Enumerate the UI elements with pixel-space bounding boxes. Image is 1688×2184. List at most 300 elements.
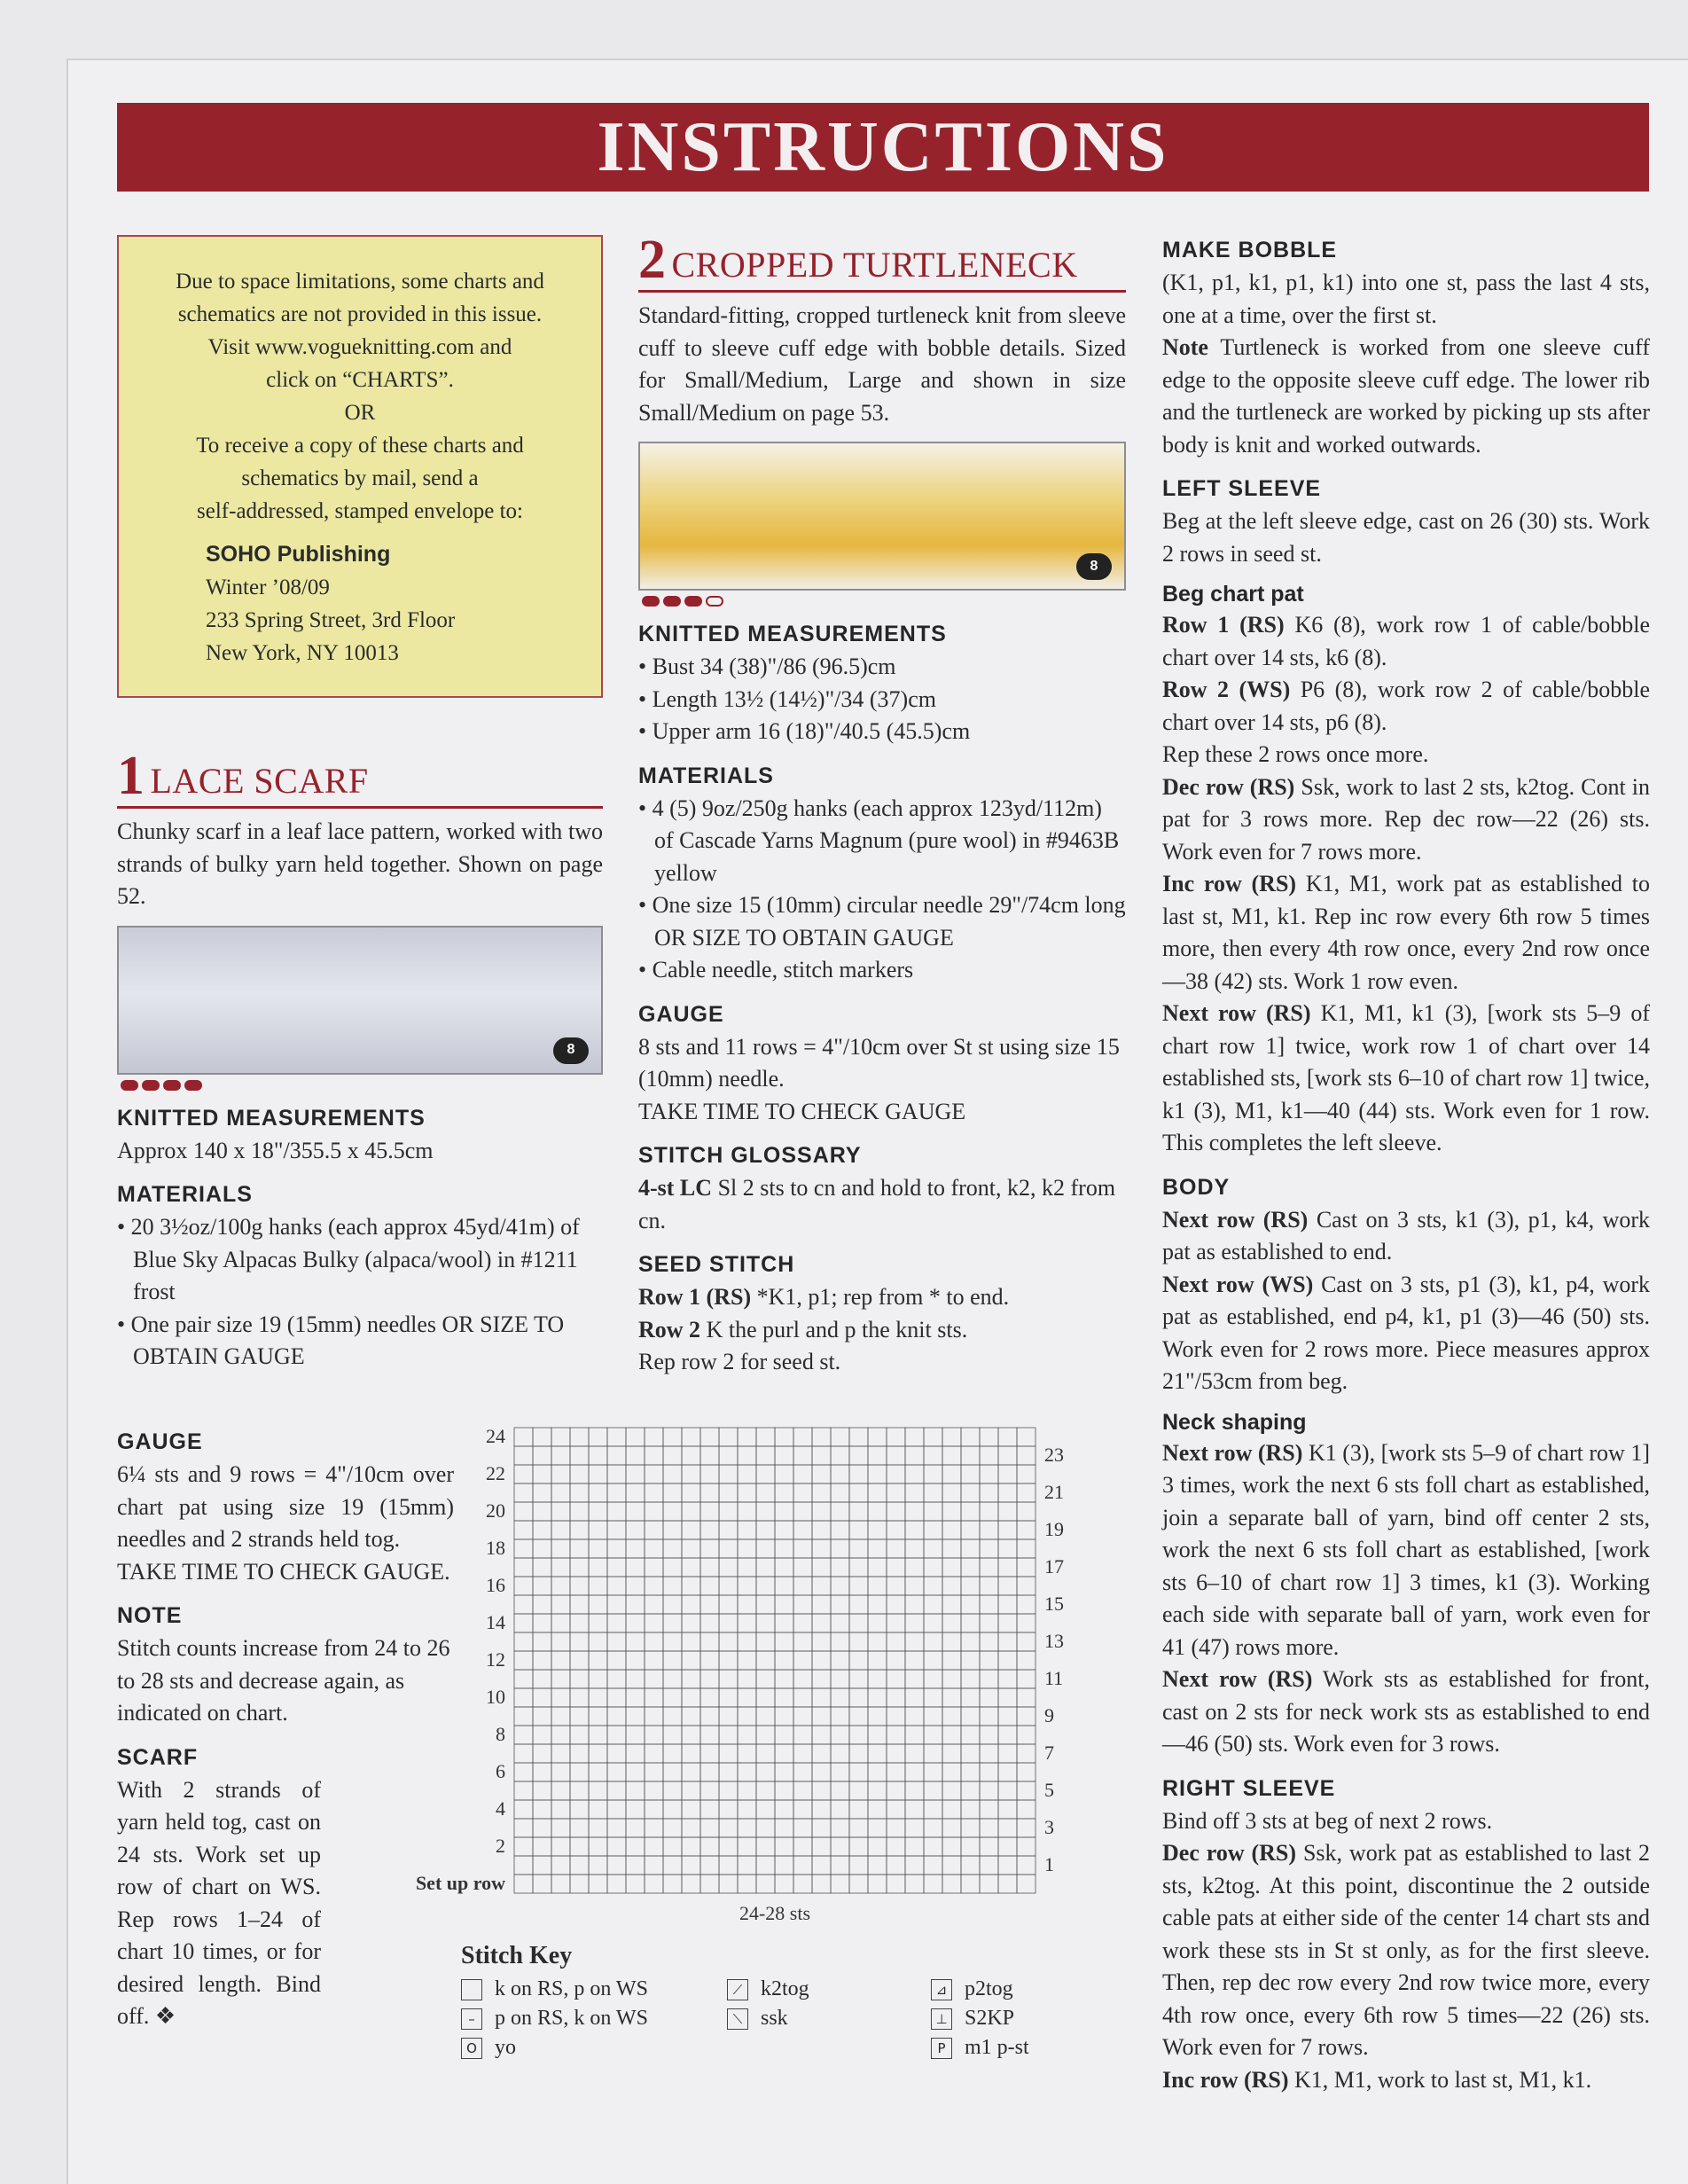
chart-cell: [887, 1707, 905, 1726]
chart-cell: [645, 1875, 663, 1893]
neck-heading: Neck shaping: [1162, 1409, 1307, 1435]
chart-cell: [775, 1707, 793, 1726]
row-text: *K1, p1; rep from * to end.: [756, 1284, 1010, 1310]
chart-cell: [812, 1875, 831, 1893]
chart-cell: [514, 1651, 533, 1670]
chart-cell: [998, 1521, 1017, 1539]
chart-cell: [551, 1428, 570, 1446]
chart-cell: [905, 1651, 924, 1670]
chart-cells: [514, 1428, 1035, 1893]
chart-cell: [626, 1558, 645, 1577]
chart-cell: [849, 1595, 868, 1614]
chart-cell: [905, 1428, 924, 1446]
chart-cell: [775, 1614, 793, 1632]
scarf-number: 1: [117, 746, 145, 806]
chart-cell: [849, 1875, 868, 1893]
chart-cell: [980, 1483, 998, 1502]
chart-width-label: 24-28 sts: [738, 1902, 811, 1924]
chart-cell: [793, 1539, 812, 1558]
chart-cell: [849, 1539, 868, 1558]
list-item: • 20 3½oz/100g hanks (each approx 45yd/41m) of Blue Sky Alpacas Bulky (alpaca/wool) in #1211 frost: [117, 1214, 580, 1304]
chart-cell: [607, 1744, 626, 1763]
publisher-name: SOHO Publishing: [206, 542, 391, 567]
chart-cell: [570, 1483, 589, 1502]
chart-cell: [719, 1800, 738, 1819]
right-sleeve-heading: RIGHT SLEEVE: [1162, 1775, 1336, 1801]
chart-cell: [998, 1763, 1017, 1781]
chart-cell: [700, 1558, 719, 1577]
chart-cell: [719, 1539, 738, 1558]
chart-cell: [905, 1856, 924, 1875]
turtleneck-gauge-check: TAKE TIME TO CHECK GAUGE: [638, 1098, 966, 1124]
chart-cell: [663, 1539, 682, 1558]
chart-cell: [812, 1558, 831, 1577]
chart-cell: [756, 1819, 775, 1837]
notice-line: click on “CHARTS”.: [266, 368, 454, 392]
chart-cell: [738, 1837, 756, 1856]
chart-cell: [887, 1614, 905, 1632]
chart-cell: [570, 1502, 589, 1521]
chart-cell: [775, 1819, 793, 1837]
knit-symbol-icon: [461, 1979, 482, 2000]
chart-cell: [514, 1837, 533, 1856]
chart-cell: [812, 1726, 831, 1744]
chart-cell: [980, 1670, 998, 1688]
chart-cell: [700, 1875, 719, 1893]
p2tog-symbol-icon: ⊿: [931, 1979, 952, 2000]
chart-cell: [719, 1428, 738, 1446]
chart-cell: [551, 1595, 570, 1614]
chart-cell: [626, 1502, 645, 1521]
chart-cell: [942, 1428, 961, 1446]
chart-cell: [626, 1688, 645, 1707]
chart-cell: [887, 1819, 905, 1837]
chart-cell: [570, 1446, 589, 1465]
chart-cell: [775, 1744, 793, 1763]
list-item: • Bust 34 (38)"/86 (96.5)cm: [638, 654, 896, 679]
list-item: • Upper arm 16 (18)"/40.5 (45.5)cm: [638, 718, 971, 744]
chart-cell: [607, 1558, 626, 1577]
chart-cell: [663, 1819, 682, 1837]
chart-cell: [645, 1781, 663, 1800]
scarf-photo: [117, 926, 603, 1075]
chart-cell: [682, 1875, 700, 1893]
key-label: ssk: [761, 2007, 788, 2030]
chart-cell: [942, 1837, 961, 1856]
chart-cell: [887, 1446, 905, 1465]
chart-cell: [645, 1744, 663, 1763]
chart-cell: [998, 1744, 1017, 1763]
chart-cell: [738, 1651, 756, 1670]
chart-cell: [626, 1726, 645, 1744]
k2tog-symbol-icon: ⟋: [727, 1979, 748, 2000]
chart-cell: [812, 1483, 831, 1502]
chart-cell: [887, 1837, 905, 1856]
chart-cell: [868, 1577, 887, 1595]
chart-cell: [645, 1726, 663, 1744]
chart-cell: [980, 1781, 998, 1800]
chart-cell: [924, 1521, 942, 1539]
chart-cell: [980, 1558, 998, 1577]
chart-cell: [831, 1595, 849, 1614]
chart-cell: [924, 1558, 942, 1577]
chart-cell: [831, 1502, 849, 1521]
chart-cell: [812, 1856, 831, 1875]
chart-cell: [942, 1707, 961, 1726]
row-text: K1, M1, work pat as established to last st, M1, k1. Rep inc row every 6th row 5 times more, then every 4th row once, every 2nd row once—38 (42) sts. Work 1 row even.: [1162, 871, 1650, 994]
chart-cell: [793, 1781, 812, 1800]
chart-cell: [589, 1763, 607, 1781]
chart-cell: [831, 1781, 849, 1800]
chart-cell: [700, 1521, 719, 1539]
chart-cell: [980, 1819, 998, 1837]
chart-cell: [905, 1781, 924, 1800]
chart-cell: [756, 1651, 775, 1670]
chart-cell: [551, 1837, 570, 1856]
chart-cell: [700, 1763, 719, 1781]
chart-cell: [868, 1744, 887, 1763]
chart-cell: [533, 1521, 551, 1539]
chart-cell: [887, 1856, 905, 1875]
chart-cell: [719, 1837, 738, 1856]
chart-cell: [533, 1502, 551, 1521]
chart-cell: [570, 1800, 589, 1819]
chart-cell: [514, 1577, 533, 1595]
chart-cell: [831, 1726, 849, 1744]
row-text: K1, M1, k1 (3), [work sts 5–9 of chart row 1] twice, work row 1 of chart over 14 established sts, [work sts 6–10 of chart row 1] twice, k1 (3), M1, k1—40 (44) sts. Work even for 1 row. This completes the left sleeve.: [1162, 1000, 1651, 1155]
chart-cell: [831, 1483, 849, 1502]
chart-cell: [868, 1670, 887, 1688]
chart-cell: [533, 1465, 551, 1483]
row-text: Cast on 3 sts, p1 (3), k1, p4, work pat as established, end p4, k1, p1 (3)—46 (50) sts. Work even for 2 rows more. Piece measures approx 21"/53cm from beg.: [1162, 1271, 1651, 1394]
chart-cell: [589, 1875, 607, 1893]
chart-cell: [793, 1856, 812, 1875]
chart-cell: [793, 1875, 812, 1893]
chart-cell: [738, 1670, 756, 1688]
chart-cell: [831, 1428, 849, 1446]
chart-cell: [905, 1502, 924, 1521]
chart-cell: [551, 1483, 570, 1502]
row-1: [1162, 609, 1650, 674]
key-label: p on RS, k on WS: [495, 2007, 648, 2030]
chart-cell: [812, 1707, 831, 1726]
chart-cell: [980, 1428, 998, 1446]
chart-cell: [645, 1632, 663, 1651]
chart-cell: [626, 1446, 645, 1465]
chart-cell: [998, 1875, 1017, 1893]
chart-cell: [980, 1800, 998, 1819]
chart-setup-label: Set up row: [415, 1871, 505, 1894]
chart-cell: [514, 1558, 533, 1577]
chart-cell: [868, 1614, 887, 1632]
chart-cell: [663, 1521, 682, 1539]
chart-cell: [868, 1856, 887, 1875]
chart-cell: [961, 1726, 980, 1744]
chart-cell: [645, 1688, 663, 1707]
chart-cell: [961, 1521, 980, 1539]
chart-cell: [663, 1483, 682, 1502]
chart-cell: [663, 1651, 682, 1670]
chart-cell: [849, 1446, 868, 1465]
chart-cell: [887, 1632, 905, 1651]
chart-cell: [514, 1726, 533, 1744]
chart-cell: [700, 1614, 719, 1632]
row-label: Next row (RS): [1162, 1666, 1313, 1692]
chart-cell: [645, 1502, 663, 1521]
chart-cell: [719, 1651, 738, 1670]
chart-cell: [961, 1632, 980, 1651]
chart-cell: [533, 1819, 551, 1837]
row-label: Next row (WS): [1162, 1271, 1314, 1297]
chart-cell: [942, 1539, 961, 1558]
chart-cell: [514, 1688, 533, 1707]
bobble-text: (K1, p1, k1, p1, k1) into one st, pass the last 4 sts, one at a time, over the first st.: [1162, 270, 1650, 328]
chart-cell: [682, 1856, 700, 1875]
chart-cell: [812, 1577, 831, 1595]
chart-cell: [775, 1632, 793, 1651]
lace-chart: [415, 1419, 1064, 1960]
chart-cell: [961, 1428, 980, 1446]
key-yo: [461, 2036, 727, 2060]
yo-symbol-icon: O: [461, 2038, 482, 2059]
chart-cell: [551, 1465, 570, 1483]
chart-cell: [589, 1707, 607, 1726]
chart-cell: [551, 1819, 570, 1837]
row-label: Next row (RS): [1162, 1000, 1311, 1026]
chart-cell: [942, 1800, 961, 1819]
list-item: • Length 13½ (14½)"/34 (37)cm: [638, 685, 936, 712]
chart-cell: [868, 1763, 887, 1781]
chart-cell: [831, 1875, 849, 1893]
turtleneck-name: CROPPED TURTLENECK: [671, 245, 1078, 285]
chart-cell: [570, 1726, 589, 1744]
chart-cell: [812, 1763, 831, 1781]
chart-cell: [626, 1819, 645, 1837]
chart-cell: [551, 1800, 570, 1819]
chart-cell: [589, 1428, 607, 1446]
chart-cell: [719, 1521, 738, 1539]
chart-cell: [589, 1800, 607, 1819]
chart-cell: [924, 1800, 942, 1819]
chart-cell: [738, 1502, 756, 1521]
chart-cell: [570, 1428, 589, 1446]
right-dec-row: [1162, 1837, 1650, 2064]
chart-cell: [589, 1688, 607, 1707]
chart-cell: [607, 1763, 626, 1781]
chart-cell: [849, 1763, 868, 1781]
dec-row: [1162, 771, 1650, 869]
chart-cell: [980, 1632, 998, 1651]
chart-cell: [533, 1446, 551, 1465]
row-text: P6 (8), work row 2 of cable/bobble chart over 14 sts, p6 (8).: [1162, 677, 1650, 735]
chart-cell: [831, 1521, 849, 1539]
scarf-gauge-check: TAKE TIME TO CHECK GAUGE.: [117, 1558, 450, 1585]
scarf-body-heading: SCARF: [117, 1744, 199, 1770]
chart-row-label: 22: [486, 1461, 505, 1484]
turtleneck-gauge-heading: GAUGE: [638, 1001, 724, 1027]
chart-cell: [645, 1819, 663, 1837]
chart-cell: [793, 1465, 812, 1483]
chart-cell: [719, 1465, 738, 1483]
banner-title: INSTRUCTIONS: [597, 107, 1169, 186]
chart-cell: [868, 1800, 887, 1819]
chart-cell: [812, 1632, 831, 1651]
chart-cell: [905, 1632, 924, 1651]
chart-cell: [663, 1670, 682, 1688]
chart-cell: [626, 1856, 645, 1875]
chart-cell: [719, 1763, 738, 1781]
chart-cell: [868, 1688, 887, 1707]
chart-cell: [775, 1670, 793, 1688]
chart-cell: [980, 1726, 998, 1744]
chart-cell: [961, 1707, 980, 1726]
scarf-note: Stitch counts increase from 24 to 26 to 28 sts and decrease again, as indicated on chart.: [117, 1635, 450, 1726]
chart-cell: [756, 1632, 775, 1651]
s2kp-symbol-icon: ⊥: [931, 2008, 952, 2030]
chart-cell: [589, 1781, 607, 1800]
chart-cell: [551, 1670, 570, 1688]
chart-cell: [607, 1800, 626, 1819]
skill-level-badge: 8: [1076, 553, 1112, 580]
chart-cell: [570, 1707, 589, 1726]
chart-cell: [663, 1707, 682, 1726]
row-label: Row 1 (RS): [638, 1284, 752, 1310]
mailing-address: [206, 538, 578, 669]
section-rule: [638, 285, 1126, 293]
chart-cell: [998, 1800, 1017, 1819]
chart-cell: [738, 1614, 756, 1632]
chart-cell: [849, 1502, 868, 1521]
chart-cell: [738, 1800, 756, 1819]
chart-cell: [812, 1465, 831, 1483]
chart-cell: [812, 1800, 831, 1819]
chart-cell: [961, 1465, 980, 1483]
chart-cell: [775, 1651, 793, 1670]
chart-cell: [831, 1707, 849, 1726]
chart-cell: [868, 1819, 887, 1837]
chart-cell: [700, 1670, 719, 1688]
chart-cell: [663, 1688, 682, 1707]
chart-cell: [775, 1837, 793, 1856]
chart-cell: [868, 1595, 887, 1614]
chart-cell: [942, 1614, 961, 1632]
chart-cell: [793, 1688, 812, 1707]
body-row-2: [1162, 1269, 1650, 1398]
chart-cell: [961, 1875, 980, 1893]
chart-cell: [849, 1670, 868, 1688]
chart-cell: [719, 1856, 738, 1875]
chart-cell: [793, 1558, 812, 1577]
chart-cell: [663, 1763, 682, 1781]
chart-cell: [924, 1819, 942, 1837]
chart-cell: [924, 1726, 942, 1744]
chart-cell: [924, 1707, 942, 1726]
chart-cell: [998, 1670, 1017, 1688]
chart-cell: [905, 1446, 924, 1465]
chart-cell: [514, 1800, 533, 1819]
section-rule: [117, 801, 603, 809]
chart-row-label: 5: [1044, 1778, 1054, 1801]
chart-cell: [868, 1465, 887, 1483]
chart-cell: [626, 1781, 645, 1800]
key-label: k on RS, p on WS: [495, 1977, 648, 2000]
chart-cell: [551, 1502, 570, 1521]
chart-cell: [514, 1856, 533, 1875]
chart-cell: [533, 1688, 551, 1707]
chart-cell: [570, 1521, 589, 1539]
chart-cell: [533, 1670, 551, 1688]
key-p2tog: [931, 1977, 1108, 2001]
chart-cell: [626, 1670, 645, 1688]
chart-cell: [570, 1539, 589, 1558]
chart-cell: [756, 1595, 775, 1614]
chart-cell: [924, 1577, 942, 1595]
chart-cell: [700, 1595, 719, 1614]
chart-cell: [868, 1837, 887, 1856]
chart-row-label: 7: [1044, 1741, 1054, 1764]
chart-row-label: 9: [1044, 1703, 1054, 1726]
chart-cell: [793, 1483, 812, 1502]
chart-cell: [756, 1744, 775, 1763]
chart-cell: [849, 1614, 868, 1632]
notice-line: schematics are not provided in this issue.: [177, 302, 543, 326]
chart-cell: [551, 1651, 570, 1670]
chart-cell: [570, 1875, 589, 1893]
chart-cell: [738, 1428, 756, 1446]
chart-cell: [607, 1688, 626, 1707]
chart-cell: [700, 1502, 719, 1521]
list-item: • One size 15 (10mm) circular needle 29"/74cm long OR SIZE TO OBTAIN GAUGE: [638, 892, 1126, 951]
chart-cell: [961, 1670, 980, 1688]
chart-cell: [924, 1856, 942, 1875]
left-sleeve-heading: LEFT SLEEVE: [1162, 476, 1322, 501]
chart-cell: [924, 1502, 942, 1521]
chart-cell: [663, 1837, 682, 1856]
chart-cell: [719, 1670, 738, 1688]
chart-cell: [998, 1651, 1017, 1670]
chart-cell: [775, 1465, 793, 1483]
chart-cell: [812, 1446, 831, 1465]
turtleneck-measurements-list: [638, 651, 1126, 748]
chart-cell: [682, 1521, 700, 1539]
address-line: 233 Spring Street, 3rd Floor: [206, 608, 456, 632]
chart-cell: [514, 1875, 533, 1893]
seed-rep: Rep row 2 for seed st.: [638, 1349, 841, 1374]
chart-cell: [756, 1614, 775, 1632]
chart-cell: [887, 1521, 905, 1539]
body-row-1: [1162, 1204, 1650, 1269]
chart-cell: [738, 1726, 756, 1744]
chart-cell: [738, 1819, 756, 1837]
chart-cell: [663, 1800, 682, 1819]
chart-cell: [756, 1800, 775, 1819]
chart-row-label: 15: [1044, 1592, 1064, 1615]
chart-cell: [533, 1875, 551, 1893]
chart-cell: [570, 1856, 589, 1875]
chart-cell: [514, 1595, 533, 1614]
chart-cell: [514, 1707, 533, 1726]
chart-cell: [719, 1483, 738, 1502]
chart-cell: [942, 1521, 961, 1539]
address-line: New York, NY 10013: [206, 641, 399, 665]
chart-cell: [738, 1763, 756, 1781]
chart-cell: [645, 1800, 663, 1819]
chart-cell: [961, 1651, 980, 1670]
chart-cell: [775, 1595, 793, 1614]
chart-cell: [980, 1614, 998, 1632]
chart-cell: [849, 1651, 868, 1670]
chart-cell: [700, 1465, 719, 1483]
